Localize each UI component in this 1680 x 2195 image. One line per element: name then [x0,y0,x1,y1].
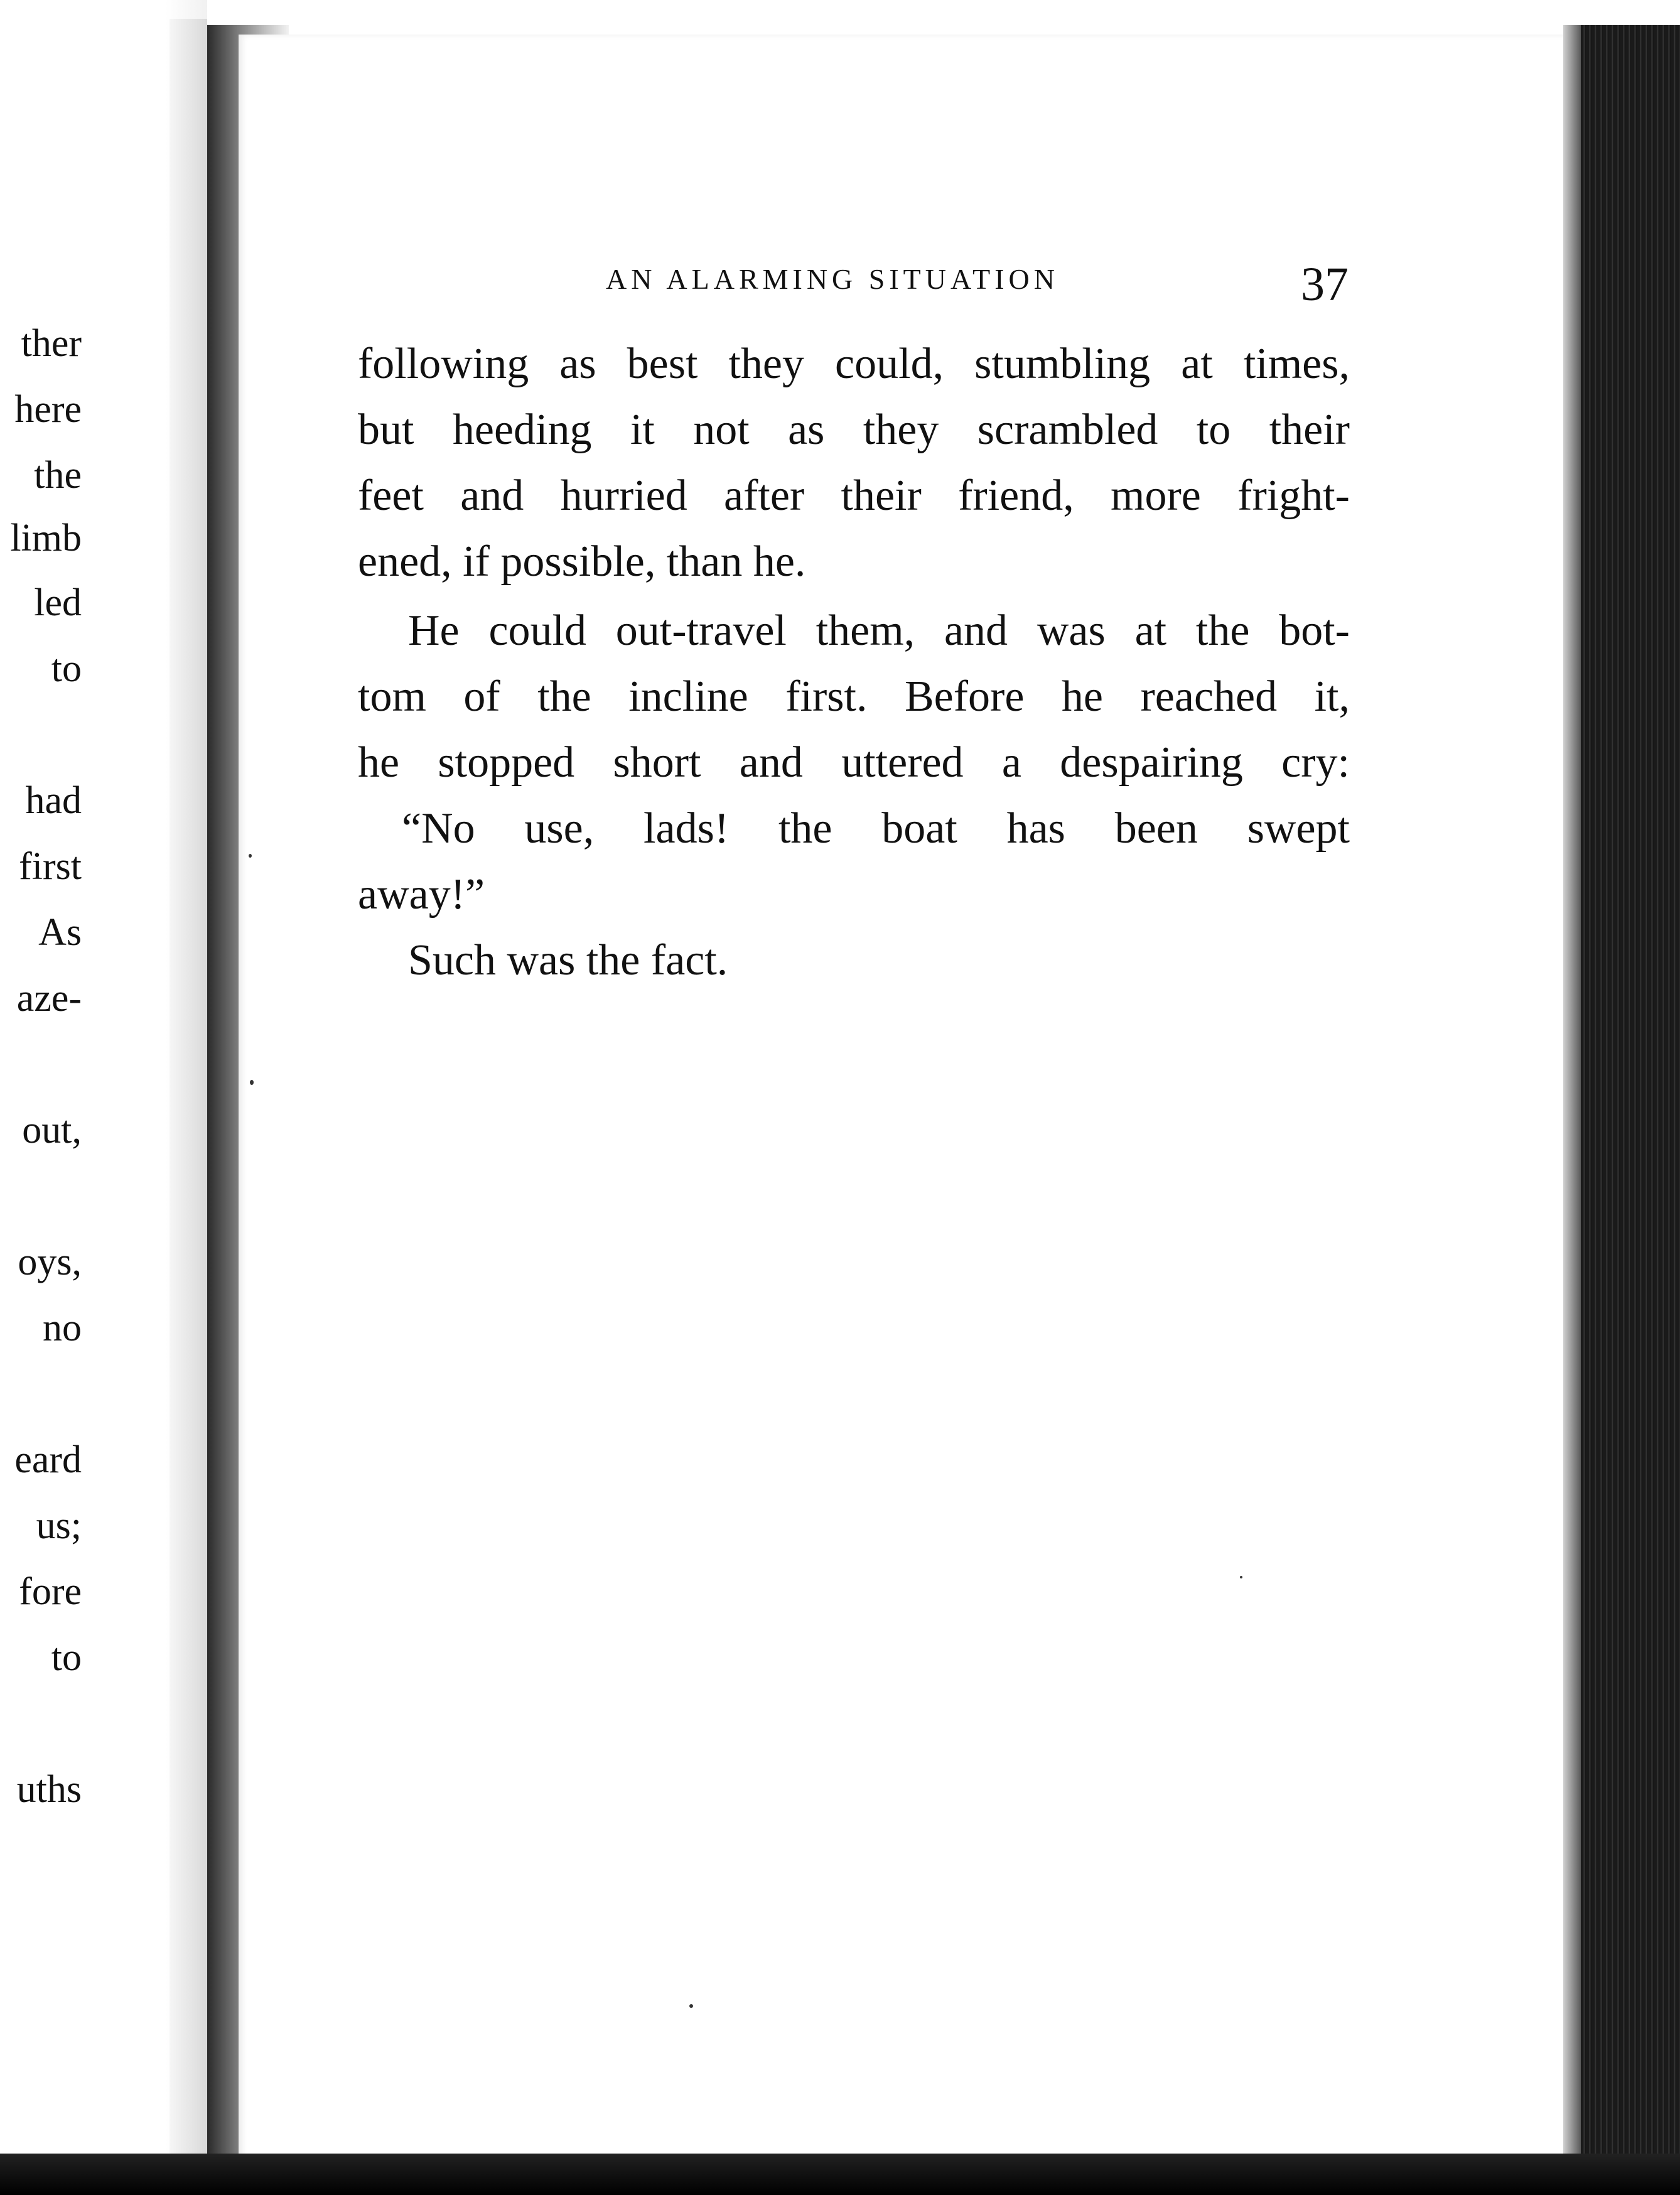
left-fragment: As [38,911,82,954]
running-head: AN ALARMING SITUATION [606,263,1059,295]
text-line: away!” [358,870,485,919]
scan-speck [689,2004,693,2008]
left-fragment: limb [10,517,82,559]
text-line: tom of the incline first. Before he reached it, [358,672,1350,721]
left-fragment: fore [19,1570,82,1613]
left-fragment: to [51,647,82,690]
left-fragment: ther [21,322,82,365]
text-line: Such was the fact. [408,936,728,984]
page-edges [1563,25,1680,2172]
left-fragment: out, [22,1109,82,1151]
left-fragment: eard [14,1438,82,1481]
left-fragment: aze- [16,977,82,1020]
left-facing-page [0,0,207,2195]
left-fragment: had [25,779,82,822]
text-line: feet and hurried after their friend, more fright- [358,472,1350,520]
left-page-text-fragments [0,0,88,2195]
scan-speck [249,854,252,858]
text-line: ened, if possible, than he. [358,537,806,586]
text-line: He could out-travel them, and was at the bot- [408,607,1350,655]
left-fragment: to [51,1636,82,1679]
left-fragment: uths [16,1768,82,1811]
text-line: but heeding it not as they scrambled to their [358,406,1350,454]
scan-speck [250,1080,254,1085]
text-line: he stopped short and uttered a despairing cry: [358,738,1350,787]
left-fragment: led [34,581,82,624]
scan-speck [1240,1576,1242,1578]
left-fragment: oys, [18,1241,82,1283]
left-fragment: the [34,454,82,497]
text-line: following as best they could, stumbling at times, [358,340,1350,388]
left-fragment: no [43,1307,82,1349]
scan-bottom-border [0,2154,1680,2195]
text-line: “No use, lads! the boat has been swept [402,804,1350,853]
left-fragment: here [14,388,82,431]
left-fragment: us; [36,1504,82,1547]
page-number: 37 [1301,258,1349,311]
left-fragment: first [19,845,82,888]
left-gutter-shadow [170,19,207,2154]
